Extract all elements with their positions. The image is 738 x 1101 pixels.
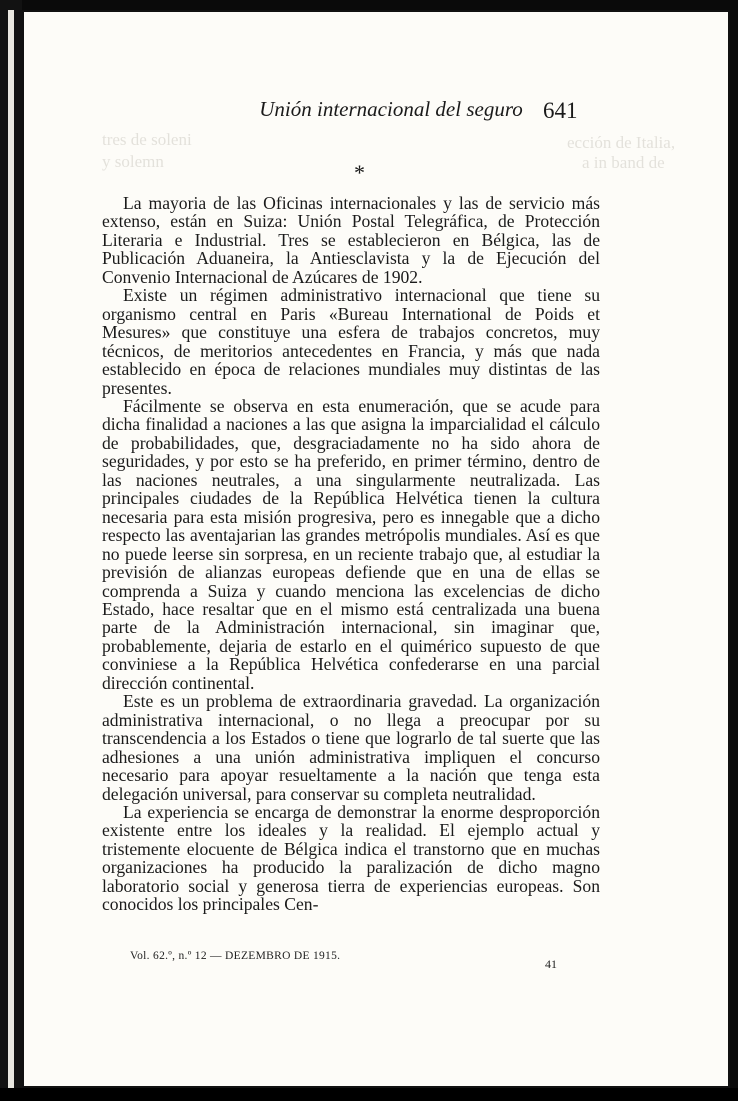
paragraph: La experiencia se encarga de demonstrar la enorme desproporción existente entre los ideales y la realidad. El ejemplo actual y tristemente elocuente de Bélgica indica el transtorno que en muchas organizaciones ha producido la paralización de dicho magno laboratorio social y generosa tierra de experiencias europeas. Son conocidos los principales Cen- — [102, 801, 600, 915]
page-number: 641 — [543, 98, 578, 123]
paragraph: Fácilmente se observa en esta enumeración, que se acude para dicha finalidad a naciones a las que asigna la imparcialidad el cálculo de probabilidades, que, desgraciadamente no ha sido ahora de seguridades, y por esto se ha preferido, en primer término, dentro de las naciones neutrales, a una singularmente neutralizada. Las principales ciudades de la República Helvética tienen la cultura necesaria para esta misión progresiva, pero es innegable que a dicho respecto las aventajarian las grandes metrópolis mundiales. Así es que no puede leerse sin sorpresa, en un reciente trabajo que, al estudiar la previsión de alianzas europeas defiende que en una de ellas se comprenda a Suiza y cuando menciona las excelencias de dicho Estado, hace resaltar que en el mismo está centralizada una buena parte de la Administración internacional, sin imaginar que, probablemente, dejaria de estarlo en el quimérico supuesto de que conviniese a la República Helvética confederarse en una parcial dirección continental. — [102, 395, 600, 693]
book-page — [22, 10, 730, 1088]
paragraph: Existe un régimen administrativo internacional que tiene su organismo central en Paris «Bureau International de Poids et Mesures» que constituye una esfera de trabajos concretos, muy técnicos, de meritorios antecedentes en Francia, y más que nada establecido en época de relaciones mundiales muy distintas de las presentes. — [102, 285, 600, 398]
bleed-through-text: y solemn — [102, 152, 164, 171]
bleed-through-text: ección de Italia, — [567, 133, 676, 152]
scan-right-border — [730, 0, 738, 1101]
running-title: Unión internacional del seguro — [259, 97, 523, 121]
body-text — [102, 194, 600, 914]
scan-bottom-border — [0, 1088, 738, 1101]
section-asterisk: * — [354, 160, 365, 185]
paragraph: Este es un problema de extraordinaria gravedad. La organización administrativa internacional, o no llega a preocupar por su transcendencia a los Estados o tiene que lograrlo de tal suerte que las adhesiones a una unión administrativa impliquen el concurso necesario para apoyar resueltamente a la nación que tenga esta delegación universal, para conservar su completa neutralidad. — [102, 691, 600, 804]
bleed-through-text: tres de soleni — [102, 130, 192, 149]
bleed-through-text: a in band de — [582, 153, 665, 172]
volume-footer: Vol. 62.º, n.º 12 — DEZEMBRO DE 1915. — [130, 950, 341, 962]
signature-mark: 41 — [545, 957, 557, 971]
paragraph: La mayoria de las Oficinas internacionales y las de servicio más extenso, están en Suiza: Unión Postal Telegráfica, de Protección Literaria e Industrial. Tres se establecieron en Bélgica, las de Publicación Aduaneira, la Antiesclavista y la de Ejecución del Convenio Internacional de Azúcares de 1902. — [102, 193, 600, 287]
scan-adjacent-page-strip — [8, 10, 14, 1088]
